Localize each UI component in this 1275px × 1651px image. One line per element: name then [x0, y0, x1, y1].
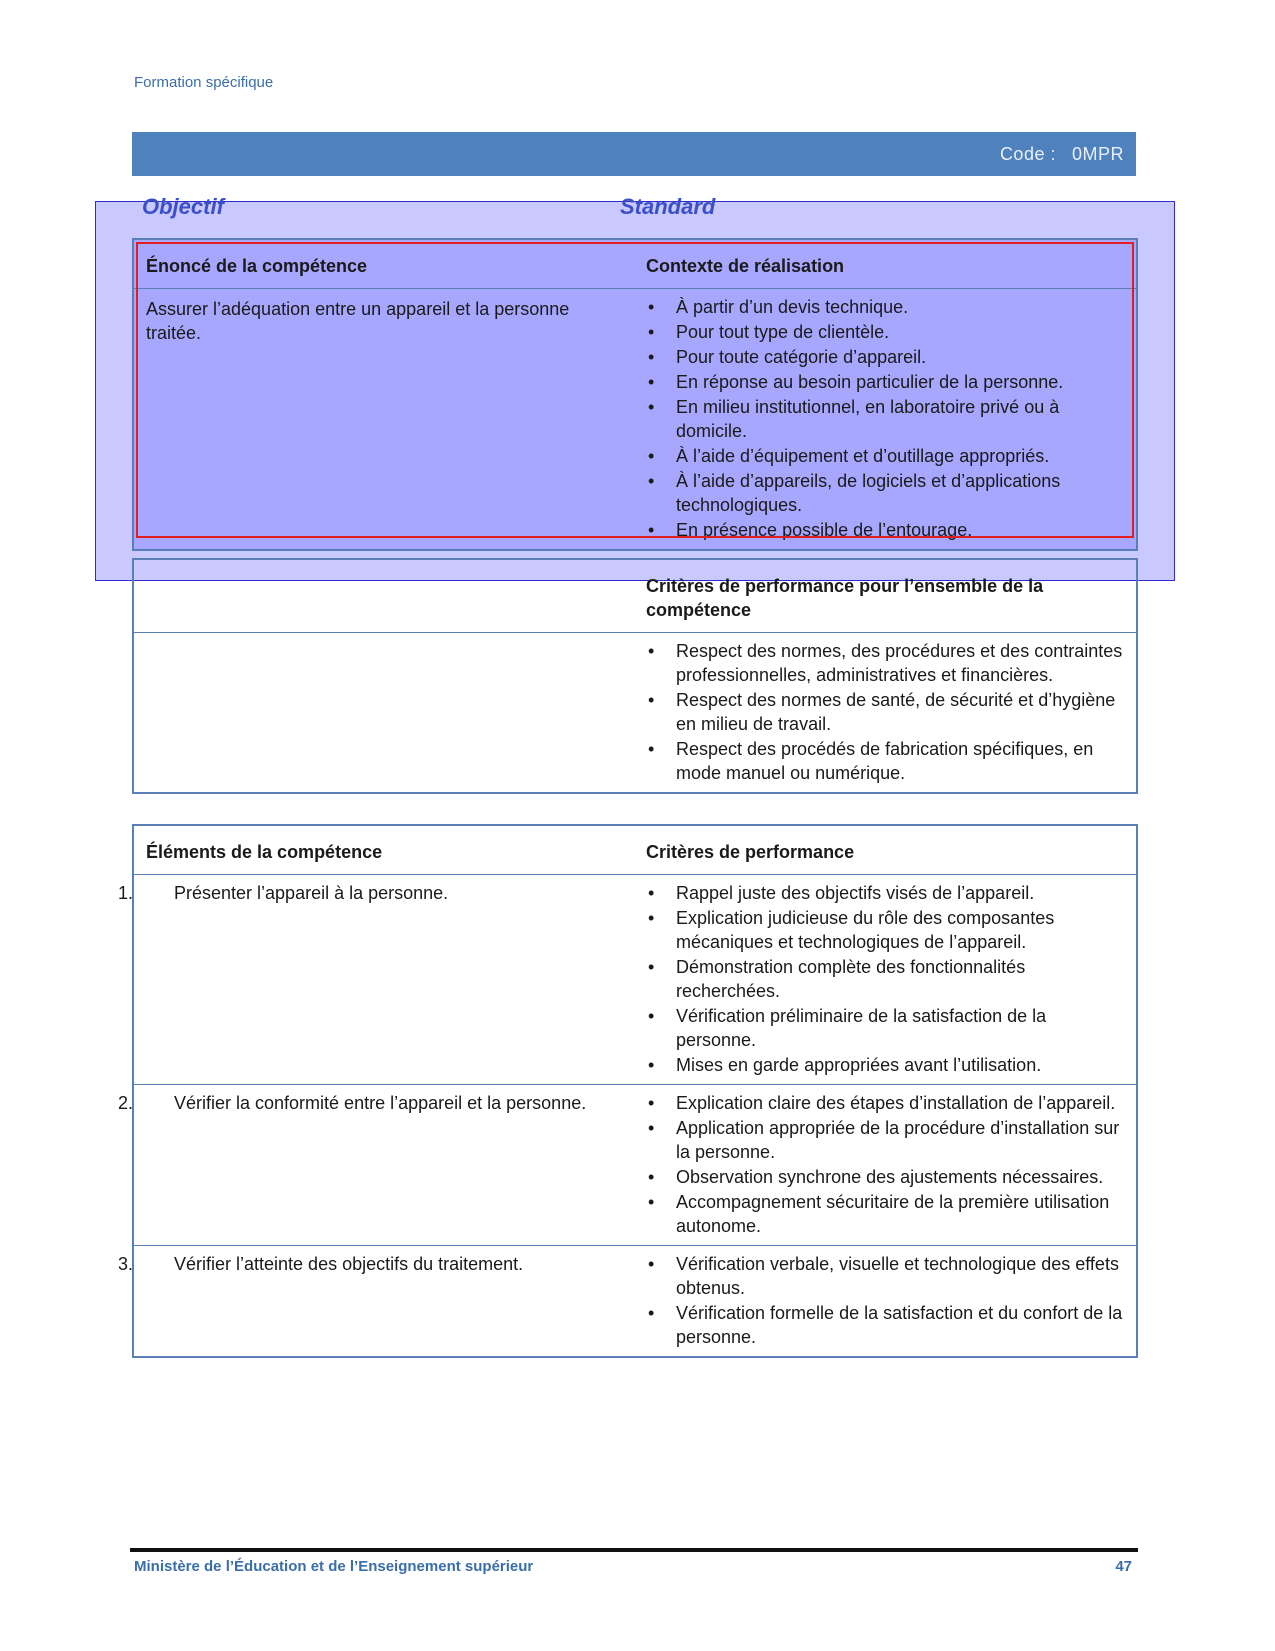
- list-item: • Rappel juste des objectifs visés de l’appareil.: [646, 881, 1126, 905]
- list-item: • En présence possible de l’entourage.: [646, 518, 1126, 542]
- competence-header-row: [133, 239, 1137, 289]
- contexte-list: [646, 295, 1126, 542]
- element-text: Vérifier l’atteinte des objectifs du traitement.: [174, 1254, 524, 1274]
- element-2: [118, 1091, 587, 1115]
- element-1: [118, 881, 449, 905]
- ensemble-heading: Critères de performance pour l’ensemble de la compétence: [634, 559, 1137, 633]
- list-item: • Pour tout type de clientèle.: [646, 320, 1126, 344]
- footer-divider: [130, 1548, 1138, 1552]
- list-item: • Pour toute catégorie d’appareil.: [646, 345, 1126, 369]
- list-item: • À l’aide d’équipement et d’outillage appropriés.: [646, 444, 1126, 468]
- enonce-text: Assurer l’adéquation entre un appareil et la personne traitée.: [146, 299, 570, 343]
- list-item: • Vérification formelle de la satisfaction et du confort de la personne.: [646, 1301, 1126, 1349]
- contexte-heading: Contexte de réalisation: [634, 239, 1137, 289]
- element-number: 1.: [118, 883, 134, 903]
- list-item: • Vérification préliminaire de la satisfaction de la personne.: [646, 1004, 1126, 1052]
- code-label: Code :: [999, 144, 1056, 164]
- element-text: Présenter l’appareil à la personne.: [174, 883, 449, 903]
- code-banner: [132, 132, 1136, 176]
- list-item: • Mises en garde appropriées avant l’utilisation.: [646, 1053, 1126, 1077]
- enonce-heading: Énoncé de la compétence: [133, 239, 634, 289]
- ensemble-table: [132, 558, 1138, 794]
- elements-heading: Éléments de la compétence: [133, 825, 634, 875]
- list-item: • En milieu institutionnel, en laboratoire privé ou à domicile.: [646, 395, 1126, 443]
- competence-table: [132, 238, 1138, 551]
- running-title: Formation spécifique: [134, 74, 274, 91]
- list-item: • Observation synchrone des ajustements nécessaires.: [646, 1165, 1126, 1189]
- table-row: [133, 1246, 1137, 1358]
- list-item: • Vérification verbale, visuelle et technologique des effets obtenus.: [646, 1252, 1126, 1300]
- table-row: [133, 1085, 1137, 1246]
- ensemble-list: [646, 639, 1126, 785]
- list-item: • Respect des normes, des procédures et des contraintes professionnelles, administratives et financières.: [646, 639, 1126, 687]
- table-row: [133, 875, 1137, 1085]
- list-item: • Application appropriée de la procédure d’installation sur la personne.: [646, 1116, 1126, 1164]
- code-value: 0MPR: [1071, 144, 1124, 164]
- list-item: • À l’aide d’appareils, de logiciels et d’applications technologiques.: [646, 469, 1126, 517]
- list-item: • À partir d’un devis technique.: [646, 295, 1126, 319]
- element-number: 3.: [118, 1254, 134, 1274]
- page-footer: [134, 1558, 1132, 1575]
- criteria-list: [646, 1252, 1126, 1349]
- list-item: • Explication judicieuse du rôle des composantes mécaniques et technologiques de l’appareil.: [646, 906, 1126, 954]
- ensemble-body-row: [133, 633, 1137, 794]
- criteres-heading: Critères de performance: [634, 825, 1137, 875]
- criteria-list: [646, 1091, 1126, 1238]
- ensemble-header-row: [133, 559, 1137, 633]
- criteria-list: [646, 881, 1126, 1077]
- elements-header-row: [133, 825, 1137, 875]
- standard-label: Standard: [620, 194, 716, 219]
- list-item: • Accompagnement sécuritaire de la première utilisation autonome.: [646, 1190, 1126, 1238]
- objectif-label: Objectif: [142, 194, 224, 219]
- list-item: • Respect des procédés de fabrication spécifiques, en mode manuel ou numérique.: [646, 737, 1126, 785]
- competency-code: [1000, 144, 1124, 165]
- elements-table: [118, 824, 1138, 1358]
- element-text: Vérifier la conformité entre l’appareil et la personne.: [174, 1093, 587, 1113]
- element-3: [118, 1252, 524, 1276]
- list-item: • Démonstration complète des fonctionnalités recherchées.: [646, 955, 1126, 1003]
- page-number: 47: [1115, 1558, 1132, 1575]
- list-item: • Explication claire des étapes d’installation de l’appareil.: [646, 1091, 1126, 1115]
- list-item: • En réponse au besoin particulier de la personne.: [646, 370, 1126, 394]
- ministry-name: Ministère de l’Éducation et de l’Enseignement supérieur: [134, 1558, 534, 1575]
- list-item: • Respect des normes de santé, de sécurité et d’hygiène en milieu de travail.: [646, 688, 1126, 736]
- competence-body-row: [133, 289, 1137, 551]
- element-number: 2.: [118, 1093, 134, 1113]
